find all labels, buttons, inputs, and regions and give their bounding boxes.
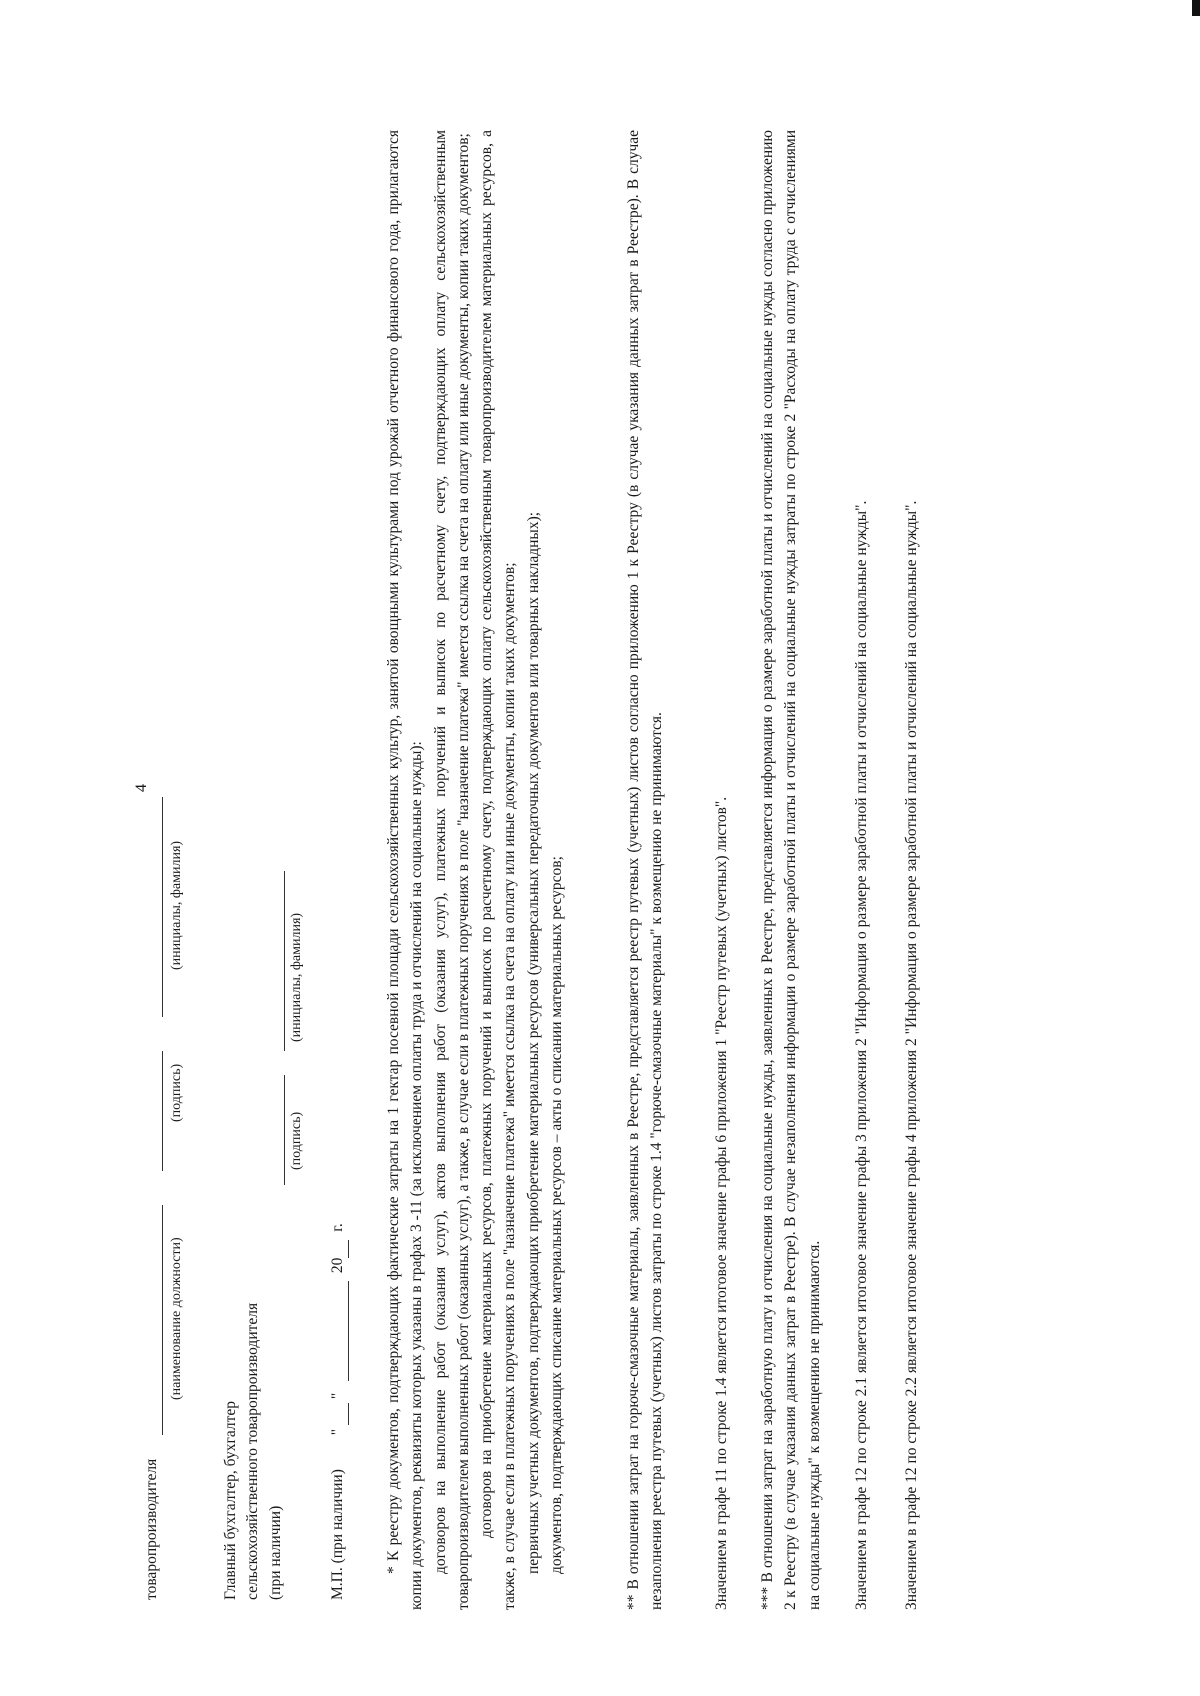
position-line (144, 1205, 163, 1435)
date-year-line (330, 1240, 349, 1258)
initials-caption: (инициалы, фамилия) (169, 840, 184, 970)
date-month-line (330, 1281, 349, 1381)
signature-line (144, 1051, 163, 1171)
graph12-line22-text: Значением в графе 12 по строке 2.2 является итоговое значение графы 4 приложения 2 "Информация о размере заработной платы и отчислений на социальные нужды". (903, 500, 920, 1610)
chief-sign-caption: (подпись) (289, 1111, 304, 1170)
position-caption: (наименование должности) (169, 1237, 184, 1400)
producer-label: товаропроизводителя (143, 1458, 160, 1600)
chief-signature-lines (262, 871, 285, 1185)
graph12-line21-text: Значением в графе 12 по строке 2.1 является итоговое значение графы 3 приложения 2 "Информация о размере заработной платы и отчислений на социальные нужды". (853, 500, 870, 1610)
sign-caption: (подпись) (169, 1063, 184, 1122)
page-number: 4 (133, 784, 150, 792)
initials-line (144, 797, 163, 1017)
scan-edge-mark (1192, 0, 1200, 16)
stamp-label: М.П. (при наличии) (329, 1469, 346, 1600)
star1-item-contracts-materials: договоров на приобретение материальных ресурсов, платежных поручений и выписок по расчетному счету, подтверждающих оплату сельскохозяйственным товаропроизводителем материальных ресурсов, а также, в случае если в платежных поручениях в поле "назначение платежа" имеется ссылка на счета на оплату или иные документы, копии таких документов; (478, 130, 519, 1610)
note-graph12-line22 (900, 130, 923, 1610)
stamp-date-row (326, 100, 349, 1600)
chief-accountant-line1: Главный бухгалтер, бухгалтер (222, 1401, 239, 1600)
chief-initials-caption: (инициалы, фамилия) (289, 912, 304, 1042)
chief-accountant-block (220, 100, 287, 1600)
chief-accountant-line2: сельскохозяйственного товаропроизводителя (244, 1302, 262, 1600)
star3-text: *** В отношении затрат на заработную плату и отчисления на социальные нужды, заявленных в Реестре, представляется информация о размере заработной платы и отчислений на социальные нужды согласно приложению 2 к Реестру (в случае указания данных затрат в Реестре). В случае незаполнения информации о размере заработной платы и отчислений на социальные нужды затраты по строке 2 "Расходы на оплату труда с отчислениями на социальные нужды" к возмещению не принимаются. (759, 130, 823, 1610)
date-quote-close: " (329, 1392, 346, 1400)
footnote-star1 (382, 130, 568, 1610)
graph11-line14-text: Значением в графе 11 по строке 1.4 является итоговое значение графы 6 приложения 1 "Реестр путевых (учетных) листов". (713, 796, 730, 1610)
note-graph11 (710, 130, 733, 1610)
producer-signature-row (140, 100, 163, 1600)
footnote-star3 (756, 130, 826, 1610)
date-quote-open: " (329, 1428, 346, 1436)
star1-item-primary-docs: первичных учетных документов, подтверждающих приобретение материальных ресурсов (универсальных передаточных документов или товарных накладных); (524, 511, 542, 1574)
star1-item-writeoff-docs: документов, подтверждающих списание материальных ресурсов – акты о списании материальных ресурсов; (547, 856, 565, 1574)
chief-signature-line (266, 1075, 285, 1185)
date-year-suffix: г. (329, 1223, 346, 1232)
footnote-star2 (622, 130, 669, 1610)
date-year-prefix: 20 (329, 1257, 346, 1274)
rotated-page (130, 50, 1050, 1610)
chief-accountant-line3: (при наличии) (266, 1505, 284, 1600)
star2-text: ** В отношении затрат на горюче-смазочные материалы, заявленных в Реестре, представляется реестр путевых (учетных) листов согласно приложению 1 к Реестру (в случае указания данных затрат в Реестре). В случае незаполнения реестра путевых (учетных) листов затраты по строке 1.4 "горюче-смазочные материалы" к возмещению не принимаются. (625, 130, 666, 1610)
chief-initials-line (266, 871, 285, 1051)
date-day-line (330, 1403, 349, 1425)
note-graph12-line21 (850, 130, 873, 1610)
star1-intro: * К реестру документов, подтверждающих фактические затраты на 1 гектар посевной площади сельскохозяйственных культур, занятой овощными культурами под урожай отчетного финансового года, прилагаются копии документов, реквизиты которых указаны в графах 3 -11 (за исключением оплаты труда и отчислений на социальные нужды): (385, 130, 426, 1610)
star1-item-contracts-works: договоров на выполнение работ (оказания услуг), актов выполнения работ (оказания услуг), платежных поручений и выписок по расчетному счету, подтверждающих оплату сельскохозяйственным товаропроизводителем выполненных работ (оказанных услуг), а также, в случае если в платежных поручениях в поле "назначение платежа" имеется ссылка на счета на оплату или иные документы, копии таких документов; (431, 130, 472, 1610)
